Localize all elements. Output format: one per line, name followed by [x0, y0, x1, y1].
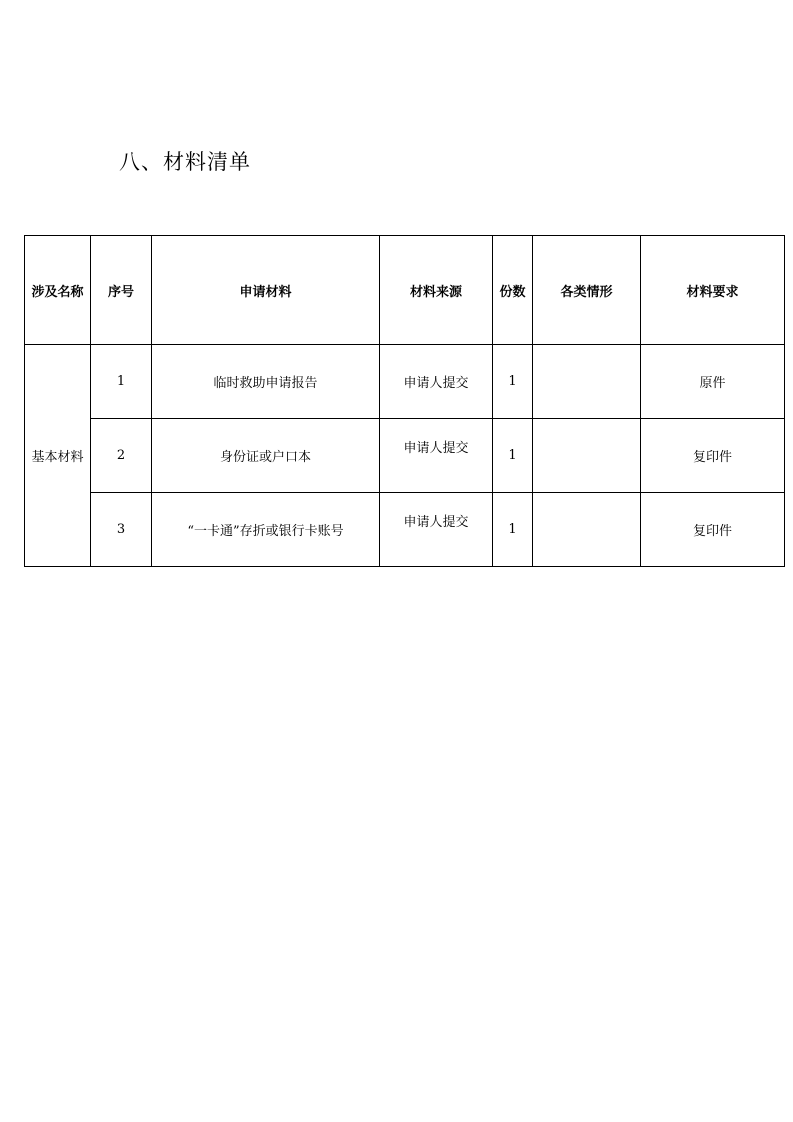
- header-copies: 份数: [493, 236, 533, 345]
- row-number: 1: [91, 345, 152, 419]
- row-source-cell: [380, 419, 493, 493]
- row-material: “一卡通”存折或银行卡账号: [152, 493, 380, 567]
- row-source: 申请人提交: [380, 345, 493, 419]
- header-source: 材料来源: [380, 236, 493, 345]
- row-number: 2: [91, 419, 152, 493]
- group-label: 基本材料: [25, 345, 91, 567]
- row-source-cell: [380, 493, 493, 567]
- row-situation: [533, 493, 641, 567]
- header-number: 序号: [91, 236, 152, 345]
- row-material: 临时救助申请报告: [152, 345, 380, 419]
- row-material: 身份证或户口本: [152, 419, 380, 493]
- header-situation: 各类情形: [533, 236, 641, 345]
- row-number: 3: [91, 493, 152, 567]
- row-situation: [533, 345, 641, 419]
- row-source: 申请人提交: [403, 441, 469, 456]
- materials-table: [24, 235, 785, 567]
- row-copies: 1: [493, 345, 533, 419]
- table-row: [25, 419, 785, 493]
- row-requirement: 复印件: [641, 419, 785, 493]
- header-row: [25, 236, 785, 345]
- row-copies: 1: [493, 419, 533, 493]
- table-row: [25, 493, 785, 567]
- row-requirement: 复印件: [641, 493, 785, 567]
- row-situation: [533, 419, 641, 493]
- header-requirement: 材料要求: [641, 236, 785, 345]
- row-source: 申请人提交: [403, 515, 469, 530]
- table-row: [25, 345, 785, 419]
- row-requirement: 原件: [641, 345, 785, 419]
- header-category: 涉及名称: [25, 236, 91, 345]
- row-copies: 1: [493, 493, 533, 567]
- page-title: 八、材料清单: [119, 150, 251, 174]
- header-material: 申请材料: [152, 236, 380, 345]
